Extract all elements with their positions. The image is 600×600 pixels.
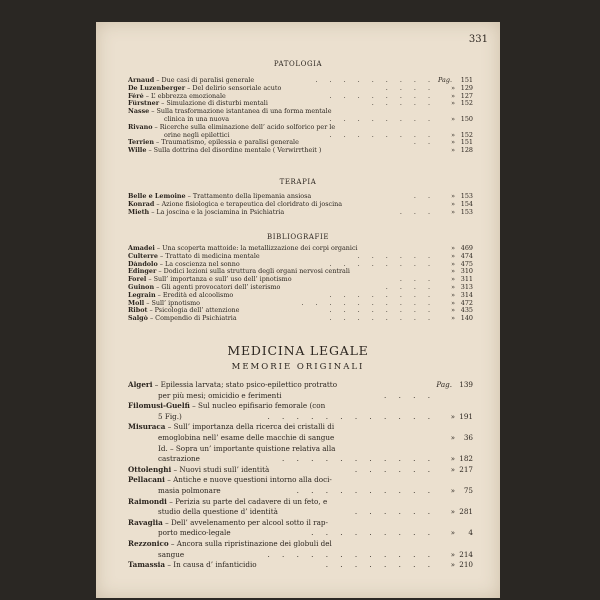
book-page [96,22,500,598]
dot-leader: . . . . . . [357,252,435,260]
entry-title: studio della questione d’ identità [158,507,278,517]
entry-author: Algeri [128,380,153,389]
entry-title: – L’ ebbrezza emozionale [143,92,226,100]
dot-leader: . . . . . [371,100,435,108]
entry-author: Dàndolo [128,260,158,268]
entry-author: Forel [128,276,147,284]
page-marker: » [451,100,455,108]
entry-author: Belle e Lemoine [128,193,186,200]
index-entry [128,391,473,402]
page-reference: 472 [460,299,473,307]
page-reference: 210 [459,560,473,570]
entry-title: masia polmonare [158,485,221,495]
dot-leader: . . [413,139,435,147]
entry-title: – Del delirio sensoriale acuto [185,84,282,92]
section-heading-terapia: TERAPIA [279,178,317,186]
page-reference: 435 [460,307,473,315]
entry-author: Rivano [128,123,153,131]
entry-title: clinica in una nuova [164,115,230,123]
entry-title: – Due casi di paralisi generale [154,77,255,84]
page-reference: 152 [460,131,473,139]
dot-leader: . . . [399,208,435,216]
entry-author: Misuraca [128,422,166,432]
page-marker: » [451,283,455,291]
entry-author: Wille [128,147,147,155]
index-entry [128,475,473,486]
page-reference: 474 [460,252,473,260]
index-entry [128,412,473,423]
page-marker: Pag. [438,77,452,84]
index-entry [128,497,473,508]
page-marker: Pag. [436,380,452,389]
index-entry [128,486,473,497]
page-marker: » [450,507,455,517]
entry-title: – Dell’ avvelenamento per alcool sotto il rap- [162,517,328,527]
entry-author: Edinger [128,268,157,276]
entry-author: Ravaglia [128,517,163,527]
index-entry [128,245,473,253]
index-entry [128,539,473,550]
page-reference: 139 [459,380,473,389]
entry-author: Terrien [128,139,154,147]
page-marker: » [451,200,455,208]
page-reference: 214 [459,549,473,559]
page-marker: » [450,528,455,538]
page-reference: 154 [460,200,473,208]
entry-title: – Azione fisiologica e terapeutica del cloridrato di joscina [154,200,343,208]
index-entry [128,518,473,529]
index-entry [128,201,473,209]
entry-title: – Sulla dottrina del disordine mentale ( Verwirrtheit ) [146,147,322,155]
entry-title: Id. – Sopra un’ importante quistione relativa alla [158,443,336,453]
index-entry [128,139,473,147]
page-reference: 151 [460,77,473,84]
entry-author: Pellacani [128,475,165,485]
page-reference: 75 [463,485,473,495]
dot-leader: . . . . [384,390,435,400]
page-marker: » [450,485,455,495]
page-marker: » [451,131,455,139]
entry-title: – La coscienza nel sonno [157,260,240,268]
page-reference: 127 [460,92,473,100]
page-marker: » [451,193,455,200]
index-entry [128,507,473,518]
page-marker: » [451,299,455,307]
page-marker: » [450,560,455,570]
dot-leader: . . . . . . . . . . [296,485,435,495]
entry-title: castrazione [158,454,200,464]
page-marker: » [451,147,455,155]
dot-leader: . . . . [385,283,435,291]
entry-author: Filomusi-Guelfi [128,401,190,411]
entry-title: 5 Fig.) [158,411,182,421]
index-list-terapia [128,193,473,216]
dot-leader: . . . . . . . . . [315,77,435,84]
entry-author: Féré [128,92,144,100]
entry-title: porto medico-legale [158,528,231,538]
page-reference: 153 [460,193,473,200]
index-entry [128,315,473,323]
entry-title: – Compendio di Psichiatria [147,315,237,323]
index-entry [128,284,473,292]
page-marker: » [450,464,455,474]
entry-author: Raimondi [128,496,167,506]
dot-leader: . . . . . . . . . . . [282,454,435,464]
dot-leader: . . . . [385,84,435,92]
entry-title: – Simulazione di disturbi mentali [159,100,268,108]
page-marker: » [451,92,455,100]
entry-title: – Sull’ importanza della ricerca dei cristalli di [165,422,335,432]
entry-title: sangue [158,549,185,559]
index-list-patologia [128,77,473,155]
page-reference: 152 [460,100,473,108]
index-entry [128,528,473,539]
dot-leader: . . . . . . . . . . [301,299,435,307]
index-entry [128,124,473,132]
entry-title: – La joscina e la josciamina in Psichiatria [149,208,285,216]
page-marker: » [450,411,455,421]
index-entry [128,454,473,465]
index-entry [128,300,473,308]
entry-author: Guinon [128,283,155,291]
dot-leader: . . . . . . . . . [311,528,435,538]
dot-leader: . . . . . . . . [329,260,435,268]
index-entry [128,193,473,201]
entry-author: Nasse [128,108,150,116]
page-reference: 191 [459,411,473,421]
entry-title: – Antiche e nuove questioni intorno alla doci- [164,475,332,485]
page-marker: » [450,549,455,559]
index-entry [128,108,473,116]
page-reference: 128 [460,147,473,155]
index-entry [128,268,473,276]
page-reference: 475 [460,260,473,268]
entry-title: – Trattamento della lipemania ansiosa [185,193,312,200]
page-reference: 281 [459,507,473,517]
page-marker: » [450,432,455,442]
entry-title: – Perizia su parte del cadavere di un feto, e [166,496,328,506]
entry-title: – Una scoperta mattoide: la metallizzazione dei corpi organici [154,245,358,252]
index-entry [128,209,473,217]
page-marker: » [451,268,455,276]
page-reference: 153 [460,208,473,216]
dot-leader: . . . . . . . . [325,560,435,570]
page-marker: » [451,84,455,92]
index-entry [128,276,473,284]
page-marker: » [450,454,455,464]
page-reference: 4 [468,528,473,538]
dot-leader: . . . . . . [354,507,435,517]
index-entry [128,560,473,571]
page-reference: 129 [460,84,473,92]
page-reference: 310 [460,268,473,276]
entry-title: – Sull’ ipnotismo [144,299,201,307]
page-marker: » [451,245,455,252]
entry-title: – Psicologia dell’ attenzione [147,307,240,315]
index-entry [128,380,473,391]
index-entry [128,93,473,101]
dot-leader: . . . . . . . . [329,92,435,100]
entry-author: Rezzonico [128,538,169,548]
index-entry [128,550,473,561]
entry-title: – Ancora sulla ripristinazione dei globuli del [168,538,332,548]
index-entry [128,116,473,124]
dot-leader: . . . . . . . . . . . . [267,549,435,559]
entry-title: – Sul nucleo epifisario femorale (con [189,401,326,411]
page-marker: » [451,115,455,123]
entry-author: De Luzenberger [128,84,186,92]
page-reference: 311 [460,276,473,284]
entry-author: Arnaud [128,77,155,84]
entry-author: Ottolenghi [128,464,172,474]
section-heading-medicina-legale: MEDICINA LEGALE [227,343,369,358]
index-list-medicina-legale [128,380,473,571]
entry-title: – Traumatismo, epilessia e paralisi generale [153,139,299,147]
dot-leader: . . . . . . . . [329,307,435,315]
page-reference: 182 [459,454,473,464]
entry-title: – Sulla trasformazione istantanea di una forma mentale [149,108,332,116]
entry-author: Ribot [128,307,148,315]
page-reference: 314 [460,291,473,299]
index-entry [128,444,473,455]
index-entry [128,261,473,269]
dot-leader: . . . . . . . . . . . . [267,411,435,421]
page-marker: » [451,252,455,260]
entry-author: Tamassia [128,560,166,570]
entry-title: – Eredità ed alcoolismo [155,291,234,299]
page-reference: 313 [460,283,473,291]
page-marker: » [451,307,455,315]
index-list-bibliografie [128,245,473,323]
dot-leader: . . . . . . . . [329,291,435,299]
page-marker: » [451,291,455,299]
entry-title: – Sull’ importanza e sull’ uso dell’ ipnotismo [146,276,292,284]
dot-leader: . . [413,193,435,200]
index-entry [128,147,473,155]
entry-author: Legrain [128,291,156,299]
page-marker: » [451,208,455,216]
page-marker: » [451,276,455,284]
index-entry [128,253,473,261]
entry-author: Konrad [128,200,155,208]
entry-author: Amadei [128,245,155,252]
entry-title: – Nuovi studi sull’ identità [171,464,270,474]
dot-leader: . . . . . . . . [329,115,435,123]
index-entry [128,433,473,444]
entry-author: Salgò [128,315,148,323]
page-reference: 469 [460,245,473,252]
page-reference: 217 [459,464,473,474]
entry-title: – Ricerche sulla eliminazione dell’ acido solforico per le [152,123,336,131]
index-entry [128,422,473,433]
page-reference: 36 [463,432,473,442]
page-marker: » [451,139,455,147]
index-entry [128,307,473,315]
entry-author: Mieth [128,208,150,216]
page-reference: 151 [460,139,473,147]
page-reference: 150 [460,115,473,123]
entry-author: Moll [128,299,145,307]
section-heading-bibliografie: BIBLIOGRAFIE [266,233,330,241]
index-entry [128,465,473,476]
entry-title: per più mesi; omicidio e ferimenti [158,390,282,400]
index-entry [128,292,473,300]
dot-leader: . . . . . . . . [329,315,435,323]
entry-title: – Dodici lezioni sulla struttura degli organi nervosi centrali [156,268,350,276]
index-entry [128,100,473,108]
dot-leader: . . . [399,276,435,284]
entry-title: – In causa d’ infanticidio [165,560,257,570]
page-number: 331 [468,34,488,45]
index-entry [128,132,473,140]
dot-leader: . . . . . . [354,464,435,474]
entry-author: Fürstner [128,100,160,108]
page-marker: » [451,315,455,323]
entry-title: emoglobina nell’ esame delle macchie di sangue [158,432,335,442]
index-entry [128,401,473,412]
entry-title: – Gli agenti provocatori dell’ isterismo [154,283,281,291]
section-subheading-memorie-originali: MEMORIE ORIGINALI [231,362,365,372]
dot-leader: . . . . . . . . [329,131,435,139]
entry-title: orine negli epilettici [164,131,230,139]
entry-title: – Epilessia larvata; stato psico-epilettico protratto [152,380,338,389]
section-heading-patologia: PATOLOGIA [273,60,323,68]
page-reference: 140 [460,315,473,323]
entry-author: Culterre [128,252,158,260]
index-entry [128,85,473,93]
index-entry [128,77,473,85]
entry-title: – Trattato di medicina mentale [157,252,260,260]
page-marker: » [451,260,455,268]
